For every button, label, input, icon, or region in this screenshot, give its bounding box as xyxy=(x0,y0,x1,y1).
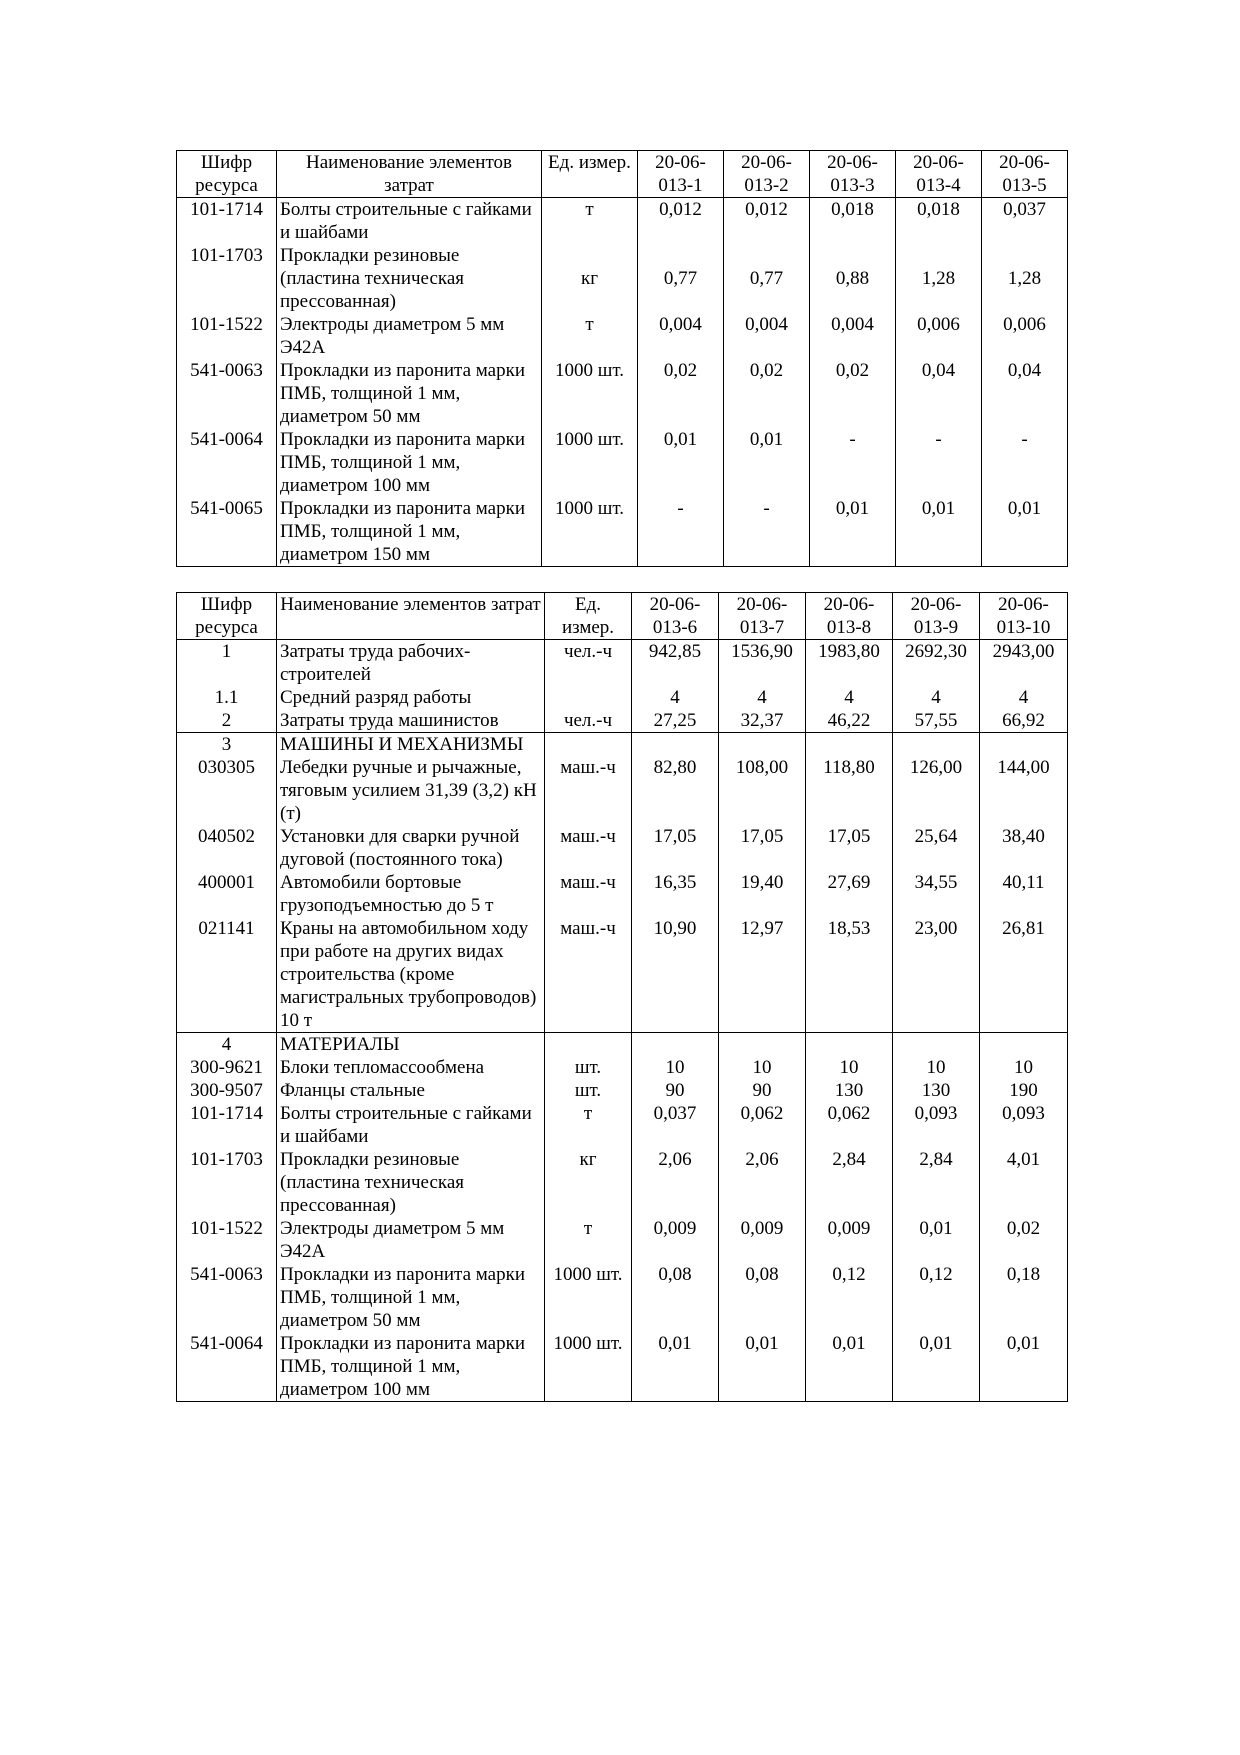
header-col: 20-06-013-10 xyxy=(980,593,1068,640)
cell-value: 32,37 xyxy=(719,709,806,733)
cell-value: 2943,00 xyxy=(980,640,1068,687)
cell-value: 4 xyxy=(806,686,893,709)
table-row xyxy=(177,686,1068,709)
cell-unit: чел.-ч xyxy=(545,709,632,733)
cell-unit: 1000 шт. xyxy=(545,1332,632,1402)
cell-value: 19,40 xyxy=(719,871,806,917)
header-col: 20-06-013-7 xyxy=(719,593,806,640)
cell-code: 2 xyxy=(177,709,277,733)
cell-code: 4 xyxy=(177,1033,277,1057)
cell-unit xyxy=(545,1033,632,1057)
cell-value: 4,01 xyxy=(980,1148,1068,1217)
cell-value: 0,08 xyxy=(719,1263,806,1332)
table-row xyxy=(177,756,1068,825)
cell-unit: шт. xyxy=(545,1079,632,1102)
cell-unit: кг xyxy=(542,244,638,313)
cell-code: 541-0064 xyxy=(177,428,277,497)
table-row xyxy=(177,709,1068,733)
header-col: 20-06-013-5 xyxy=(982,151,1068,198)
cell-value xyxy=(980,1033,1068,1057)
cell-value: - xyxy=(810,428,896,497)
cell-value: 82,80 xyxy=(632,756,719,825)
table-row xyxy=(177,917,1068,1033)
cell-value: 0,01 xyxy=(638,428,724,497)
cell-value: 0,02 xyxy=(810,359,896,428)
cell-unit: т xyxy=(545,1102,632,1148)
cell-value: 0,04 xyxy=(896,359,982,428)
cell-code: 541-0064 xyxy=(177,1332,277,1402)
cell-name: Автомобили бортовые грузоподъемностью до 5 т xyxy=(277,871,545,917)
cell-value: 4 xyxy=(893,686,980,709)
cell-unit: маш.-ч xyxy=(545,917,632,1033)
cell-value: 90 xyxy=(632,1079,719,1102)
cell-value: 0,12 xyxy=(893,1263,980,1332)
resource-table-2 xyxy=(176,592,1068,1402)
cell-name: Краны на автомобильном ходу при работе на других видах строительства (кроме магистральных трубопроводов) 10 т xyxy=(277,917,545,1033)
cell-value: 118,80 xyxy=(806,756,893,825)
cell-value: 4 xyxy=(632,686,719,709)
cell-code: 101-1714 xyxy=(177,1102,277,1148)
cell-value: 17,05 xyxy=(632,825,719,871)
cell-value: 0,02 xyxy=(980,1217,1068,1263)
cell-name: Прокладки из паронита марки ПМБ, толщиной 1 мм, диаметром 100 мм xyxy=(277,428,542,497)
cell-name: Болты строительные с гайками и шайбами xyxy=(277,1102,545,1148)
cell-value: 0,009 xyxy=(719,1217,806,1263)
cell-value: 0,01 xyxy=(719,1332,806,1402)
cell-value: 10 xyxy=(806,1056,893,1079)
cell-name: Прокладки из паронита марки ПМБ, толщиной 1 мм, диаметром 100 мм xyxy=(277,1332,545,1402)
cell-value: 2,84 xyxy=(893,1148,980,1217)
cell-value: 144,00 xyxy=(980,756,1068,825)
cell-value: 0,037 xyxy=(982,198,1068,245)
table-row xyxy=(177,198,1068,245)
cell-value: 27,25 xyxy=(632,709,719,733)
cell-value: 0,01 xyxy=(806,1332,893,1402)
header-unit: Ед. измер. xyxy=(542,151,638,198)
cell-value: 40,11 xyxy=(980,871,1068,917)
cell-name: Установки для сварки ручной дуговой (постоянного тока) xyxy=(277,825,545,871)
cell-value xyxy=(893,733,980,757)
cell-unit xyxy=(545,733,632,757)
cell-value: 0,018 xyxy=(810,198,896,245)
cell-value: 1536,90 xyxy=(719,640,806,687)
header-code: Шифр ресурса xyxy=(177,593,277,640)
header-col: 20-06-013-8 xyxy=(806,593,893,640)
cell-value: 2,06 xyxy=(632,1148,719,1217)
cell-value xyxy=(719,733,806,757)
cell-unit xyxy=(545,686,632,709)
cell-unit: 1000 шт. xyxy=(545,1263,632,1332)
cell-value: 0,01 xyxy=(980,1332,1068,1402)
cell-value: 0,006 xyxy=(896,313,982,359)
header-col: 20-06-013-1 xyxy=(638,151,724,198)
cell-code: 101-1522 xyxy=(177,313,277,359)
header-col: 20-06-013-3 xyxy=(810,151,896,198)
cell-code: 101-1714 xyxy=(177,198,277,245)
table-row xyxy=(177,640,1068,687)
header-unit: Ед. измер. xyxy=(545,593,632,640)
cell-value: 0,009 xyxy=(806,1217,893,1263)
cell-code: 541-0065 xyxy=(177,497,277,567)
cell-code: 300-9621 xyxy=(177,1056,277,1079)
cell-unit: маш.-ч xyxy=(545,871,632,917)
cell-unit: шт. xyxy=(545,1056,632,1079)
cell-value: 10,90 xyxy=(632,917,719,1033)
cell-value: - xyxy=(724,497,810,567)
cell-value: 0,02 xyxy=(638,359,724,428)
cell-value: 0,004 xyxy=(638,313,724,359)
cell-value: 66,92 xyxy=(980,709,1068,733)
cell-code: 1 xyxy=(177,640,277,687)
cell-unit: т xyxy=(542,313,638,359)
cell-value: 190 xyxy=(980,1079,1068,1102)
cell-unit: т xyxy=(545,1217,632,1263)
cell-code: 541-0063 xyxy=(177,1263,277,1332)
cell-value xyxy=(893,1033,980,1057)
cell-code: 030305 xyxy=(177,756,277,825)
cell-value: 108,00 xyxy=(719,756,806,825)
cell-value: 0,093 xyxy=(980,1102,1068,1148)
cell-value: 10 xyxy=(980,1056,1068,1079)
cell-name: Лебедки ручные и рычажные, тяговым усилием 31,39 (3,2) кН (т) xyxy=(277,756,545,825)
cell-name: Электроды диаметром 5 мм Э42А xyxy=(277,313,542,359)
table-row xyxy=(177,1217,1068,1263)
cell-value: 0,004 xyxy=(724,313,810,359)
table-row xyxy=(177,359,1068,428)
cell-unit: кг xyxy=(545,1148,632,1217)
cell-value: 0,77 xyxy=(638,244,724,313)
cell-value: 46,22 xyxy=(806,709,893,733)
header-col: 20-06-013-9 xyxy=(893,593,980,640)
cell-value: 2,84 xyxy=(806,1148,893,1217)
section-title: МАТЕРИАЛЫ xyxy=(277,1033,545,1057)
table-header-row xyxy=(177,593,1068,640)
header-code: Шифр ресурса xyxy=(177,151,277,198)
cell-value: 0,12 xyxy=(806,1263,893,1332)
cell-value: 16,35 xyxy=(632,871,719,917)
cell-value: 12,97 xyxy=(719,917,806,1033)
cell-value: 0,02 xyxy=(724,359,810,428)
cell-value: 4 xyxy=(980,686,1068,709)
cell-value: 130 xyxy=(806,1079,893,1102)
cell-name: Прокладки резиновые (пластина техническая прессованная) xyxy=(277,1148,545,1217)
cell-value: 2692,30 xyxy=(893,640,980,687)
cell-value: 0,01 xyxy=(893,1217,980,1263)
cell-unit: т xyxy=(542,198,638,245)
cell-value: 0,009 xyxy=(632,1217,719,1263)
cell-code: 040502 xyxy=(177,825,277,871)
cell-value: 90 xyxy=(719,1079,806,1102)
cell-value: 942,85 xyxy=(632,640,719,687)
cell-name: Затраты труда рабочих-строителей xyxy=(277,640,545,687)
cell-value: 25,64 xyxy=(893,825,980,871)
cell-value: 0,04 xyxy=(982,359,1068,428)
resource-table-1 xyxy=(176,150,1068,567)
cell-code: 300-9507 xyxy=(177,1079,277,1102)
cell-value: 0,062 xyxy=(806,1102,893,1148)
cell-code: 101-1703 xyxy=(177,244,277,313)
cell-name: Блоки тепломассообмена xyxy=(277,1056,545,1079)
table-row xyxy=(177,313,1068,359)
table-row xyxy=(177,244,1068,313)
cell-value xyxy=(632,733,719,757)
cell-value: 0,18 xyxy=(980,1263,1068,1332)
cell-code: 101-1703 xyxy=(177,1148,277,1217)
cell-value: 0,012 xyxy=(724,198,810,245)
cell-unit: маш.-ч xyxy=(545,825,632,871)
cell-code: 021141 xyxy=(177,917,277,1033)
cell-code: 541-0063 xyxy=(177,359,277,428)
cell-name: Болты строительные с гайками и шайбами xyxy=(277,198,542,245)
cell-value: 130 xyxy=(893,1079,980,1102)
cell-value: 23,00 xyxy=(893,917,980,1033)
cell-value: 0,093 xyxy=(893,1102,980,1148)
cell-value: 0,01 xyxy=(982,497,1068,567)
table-row xyxy=(177,1148,1068,1217)
cell-value xyxy=(806,1033,893,1057)
table-row xyxy=(177,1263,1068,1332)
cell-value: 17,05 xyxy=(719,825,806,871)
cell-value: - xyxy=(638,497,724,567)
table-row xyxy=(177,1332,1068,1402)
cell-value: 1,28 xyxy=(982,244,1068,313)
cell-value xyxy=(980,733,1068,757)
cell-value: 34,55 xyxy=(893,871,980,917)
header-col: 20-06-013-2 xyxy=(724,151,810,198)
cell-value: 0,018 xyxy=(896,198,982,245)
cell-name: Прокладки из паронита марки ПМБ, толщиной 1 мм, диаметром 50 мм xyxy=(277,359,542,428)
cell-value: 2,06 xyxy=(719,1148,806,1217)
cell-value: 27,69 xyxy=(806,871,893,917)
cell-unit: 1000 шт. xyxy=(542,428,638,497)
section-row xyxy=(177,733,1068,757)
cell-value: - xyxy=(982,428,1068,497)
cell-value: 10 xyxy=(893,1056,980,1079)
cell-name: Прокладки из паронита марки ПМБ, толщиной 1 мм, диаметром 150 мм xyxy=(277,497,542,567)
section-row xyxy=(177,1033,1068,1057)
cell-value: 1983,80 xyxy=(806,640,893,687)
cell-value: 0,88 xyxy=(810,244,896,313)
cell-value: 0,77 xyxy=(724,244,810,313)
cell-value: 0,01 xyxy=(632,1332,719,1402)
table-row xyxy=(177,497,1068,567)
cell-unit: маш.-ч xyxy=(545,756,632,825)
header-name: Наименование элементов затрат xyxy=(277,151,542,198)
table-row xyxy=(177,1102,1068,1148)
cell-name: Прокладки из паронита марки ПМБ, толщиной 1 мм, диаметром 50 мм xyxy=(277,1263,545,1332)
cell-name: Прокладки резиновые (пластина техническая прессованная) xyxy=(277,244,542,313)
cell-value: 17,05 xyxy=(806,825,893,871)
cell-unit: 1000 шт. xyxy=(542,497,638,567)
cell-unit: 1000 шт. xyxy=(542,359,638,428)
cell-code: 101-1522 xyxy=(177,1217,277,1263)
cell-code: 1.1 xyxy=(177,686,277,709)
cell-name: Затраты труда машинистов xyxy=(277,709,545,733)
cell-value: 0,006 xyxy=(982,313,1068,359)
cell-value xyxy=(632,1033,719,1057)
cell-code: 3 xyxy=(177,733,277,757)
cell-value: - xyxy=(896,428,982,497)
cell-value: 26,81 xyxy=(980,917,1068,1033)
cell-value: 0,01 xyxy=(724,428,810,497)
cell-value: 0,01 xyxy=(893,1332,980,1402)
table-header-row xyxy=(177,151,1068,198)
cell-name: Фланцы стальные xyxy=(277,1079,545,1102)
cell-name: Средний разряд работы xyxy=(277,686,545,709)
header-col: 20-06-013-4 xyxy=(896,151,982,198)
cell-value: 0,062 xyxy=(719,1102,806,1148)
table-row xyxy=(177,825,1068,871)
cell-value: 10 xyxy=(719,1056,806,1079)
table-row xyxy=(177,1056,1068,1079)
cell-value: 0,01 xyxy=(810,497,896,567)
cell-value: 0,012 xyxy=(638,198,724,245)
table-row xyxy=(177,871,1068,917)
cell-value: 57,55 xyxy=(893,709,980,733)
cell-value: 0,004 xyxy=(810,313,896,359)
cell-name: Электроды диаметром 5 мм Э42А xyxy=(277,1217,545,1263)
cell-value xyxy=(719,1033,806,1057)
table-row xyxy=(177,1079,1068,1102)
cell-value: 38,40 xyxy=(980,825,1068,871)
cell-value: 0,01 xyxy=(896,497,982,567)
cell-value: 4 xyxy=(719,686,806,709)
cell-value: 18,53 xyxy=(806,917,893,1033)
cell-value: 1,28 xyxy=(896,244,982,313)
cell-value: 10 xyxy=(632,1056,719,1079)
cell-value: 0,037 xyxy=(632,1102,719,1148)
section-title: МАШИНЫ И МЕХАНИЗМЫ xyxy=(277,733,545,757)
cell-value xyxy=(806,733,893,757)
cell-code: 400001 xyxy=(177,871,277,917)
cell-unit: чел.-ч xyxy=(545,640,632,687)
header-col: 20-06-013-6 xyxy=(632,593,719,640)
table-row xyxy=(177,428,1068,497)
cell-value: 0,08 xyxy=(632,1263,719,1332)
header-name: Наименование элементов затрат xyxy=(277,593,545,640)
cell-value: 126,00 xyxy=(893,756,980,825)
